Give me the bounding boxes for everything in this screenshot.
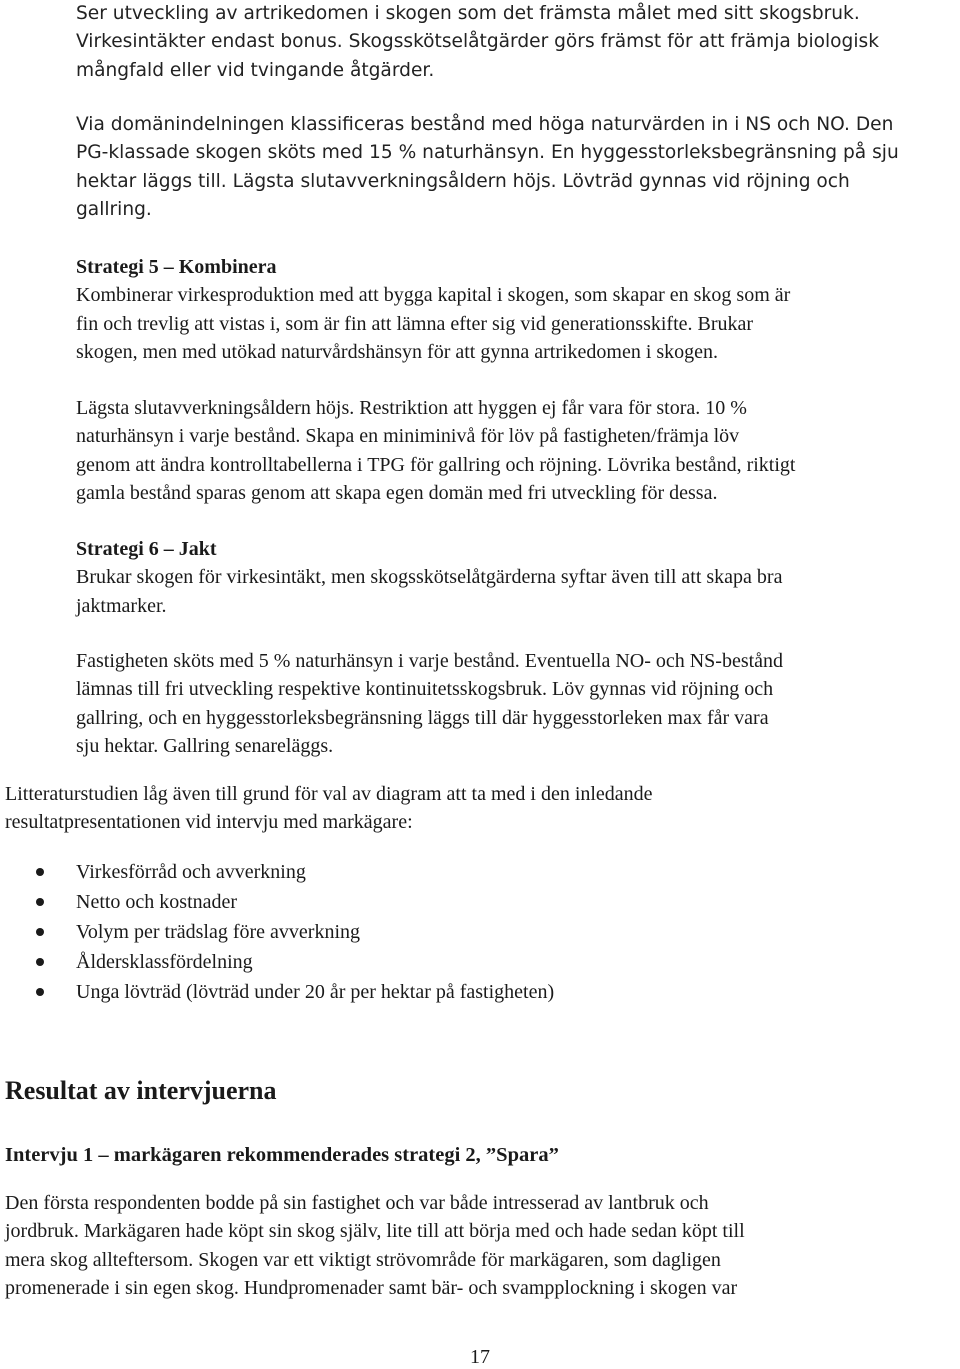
domain-paragraph xyxy=(76,111,936,224)
page-number: 17 xyxy=(470,1346,490,1368)
bullet-icon xyxy=(36,928,44,936)
intro-paragraph xyxy=(76,0,936,85)
strategy5-section xyxy=(76,253,936,366)
text-line: jordbruk. Markägaren hade köpt sin skog själv, lite till att börja med och hade sedan köpt till xyxy=(5,1220,745,1243)
text-line: Lägsta slutavverkningsåldern höjs. Restriktion att hyggen ej får vara för stora. 10 % xyxy=(76,397,747,419)
text-line: Virkesintäkter endast bonus. Skogsskötselåtgärder görs främst för att främja biologisk xyxy=(76,31,879,53)
text-line: mera skog allteftersom. Skogen var ett viktigt strövområde för markägaren, som dagligen xyxy=(5,1248,721,1271)
strategy5-heading: Strategi 5 – Kombinera xyxy=(76,256,277,278)
strategy6-section xyxy=(76,535,936,620)
text-line: Kombinerar virkesproduktion med att bygga kapital i skogen, som skapar en skog som är xyxy=(76,284,791,307)
literature-paragraph xyxy=(5,780,935,837)
text-line: Brukar skogen för virkesintäkt, men skogsskötselåtgärderna syftar även till att skapa bra xyxy=(76,566,783,589)
text-line: skogen, men med utökad naturvårdshänsyn för att gynna artrikedomen i skogen. xyxy=(76,340,719,363)
bullet-icon xyxy=(36,988,44,996)
text-line: lämnas till fri utveckling respektive kontinuitetsskogsbruk. Löv gynnas vid röjning och xyxy=(76,678,774,701)
interview1-paragraph xyxy=(5,1189,935,1302)
text-line: PG-klassade skogen sköts med 15 % naturhänsyn. En hyggesstorleksbegränsning på sju xyxy=(76,142,899,164)
list-item-label: Volym per trädslag före avverkning xyxy=(76,921,360,943)
text-line: sju hektar. Gallring senareläggs. xyxy=(76,734,334,757)
strategy6-heading: Strategi 6 – Jakt xyxy=(76,538,217,560)
text-line: gamla bestånd sparas genom att skapa egen domän med fri utveckling för dessa. xyxy=(76,481,718,504)
bullet-icon xyxy=(36,868,44,876)
text-line: Ser utveckling av artrikedomen i skogen som det främsta målet med sitt skogsbruk. xyxy=(76,3,860,24)
list-item xyxy=(0,918,900,948)
section-heading: Resultat av intervjuerna xyxy=(5,1076,277,1105)
list-item xyxy=(0,948,900,978)
strategy6-measures xyxy=(76,647,936,760)
text-line: Den första respondenten bodde på sin fastighet och var både intresserad av lantbruk och xyxy=(5,1192,709,1214)
text-line: naturhänsyn i varje bestånd. Skapa en miniminivå för löv på fastigheten/främja löv xyxy=(76,425,740,448)
text-line: genom att ändra kontrolltabellerna i TPG för gallring och röjning. Lövrika bestånd, riktigt xyxy=(76,453,796,476)
list-item-label: Unga lövträd (lövträd under 20 år per hektar på fastigheten) xyxy=(76,981,555,1003)
text-line: promenerade i sin egen skog. Hundpromenader samt bär- och svampplockning i skogen var xyxy=(5,1276,738,1299)
text-line: Fastigheten sköts med 5 % naturhänsyn i varje bestånd. Eventuella NO- och NS-bestånd xyxy=(76,650,784,672)
text-line: gallring, och en hyggesstorleksbegränsning läggs till där hyggesstorleken max får vara xyxy=(76,706,769,729)
bullet-icon xyxy=(36,958,44,966)
text-line: fin och trevlig att vistas i, som är fin att lämna efter sig vid generationsskifte. Brukar xyxy=(76,312,754,335)
bullet-icon xyxy=(36,898,44,906)
list-item xyxy=(0,858,900,888)
list-item-label: Virkesförråd och avverkning xyxy=(76,861,306,883)
text-line: gallring. xyxy=(76,198,152,220)
text-line: Litteraturstudien låg även till grund för val av diagram att ta med i den inledande xyxy=(5,783,653,805)
text-line: resultatpresentationen vid intervju med markägare: xyxy=(5,811,413,834)
text-line: jaktmarker. xyxy=(76,594,167,617)
text-line: mångfald eller vid tvingande åtgärder. xyxy=(76,59,435,81)
diagram-list xyxy=(0,858,900,1008)
text-line: Via domänindelningen klassificeras bestånd med höga naturvärden in i NS och NO. Den xyxy=(76,114,894,135)
list-item xyxy=(0,978,900,1008)
text-line: hektar läggs till. Lägsta slutavverkningsåldern höjs. Lövträd gynnas vid röjning och xyxy=(76,170,850,192)
list-item-label: Netto och kostnader xyxy=(76,891,238,913)
interview1-heading: Intervju 1 – markägaren rekommenderades strategi 2, ”Spara” xyxy=(5,1144,559,1166)
list-item xyxy=(0,888,900,918)
strategy5-measures xyxy=(76,394,936,507)
list-item-label: Åldersklassfördelning xyxy=(76,951,253,973)
